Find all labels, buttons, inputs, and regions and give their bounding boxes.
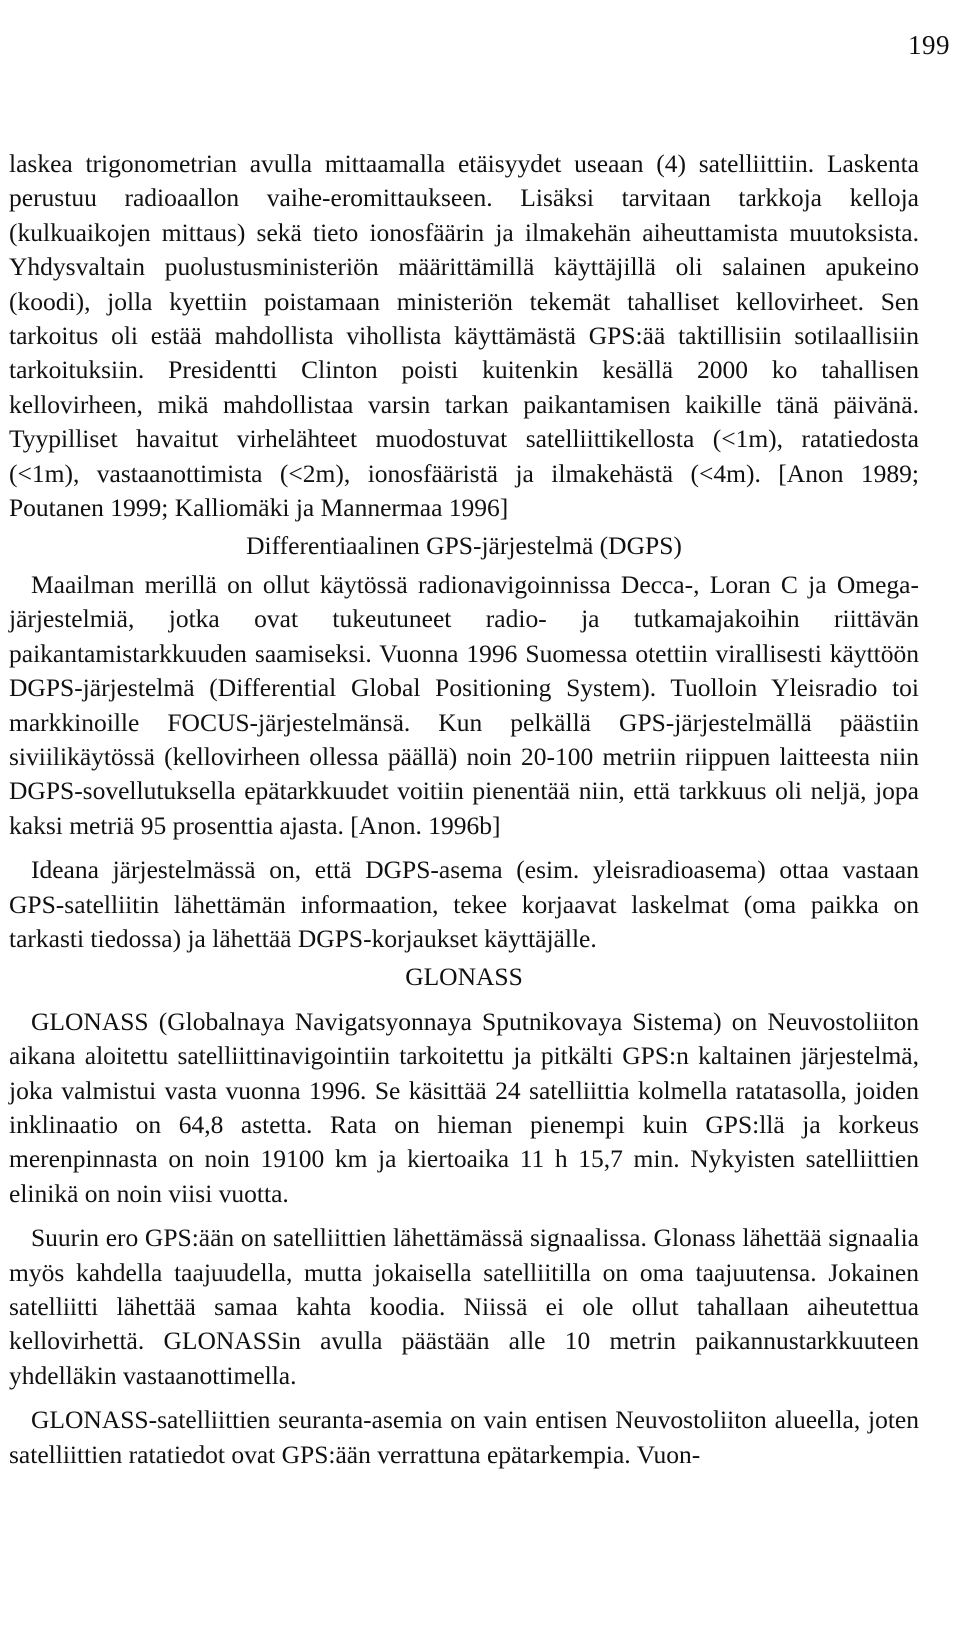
paragraph-glonass-intro: GLONASS (Globalnaya Navigatsyonnaya Sputnikovaya Sistema) on Neuvostoliiton aikana aloitettu satelliittinavigointiin tarkoitettu ja pitkälti GPS:n kaltainen järjestelmä, joka valmistui vasta vuonna 1996. Se käsittää 24 satelliittia kolmella ratatasolla, joiden inklinaatio on 64,8 astetta. Rata on hieman pienempi kuin GPS:llä ja korkeus merenpinnasta on noin 19100 km ja kiertoaika 11 h 15,7 min. Nykyisten satelliittien elinikä on noin viisi vuotta.	[9, 1006, 919, 1208]
page-body	[9, 147, 919, 1472]
paragraph-glonass-stations: GLONASS-satelliittien seuranta-asemia on vain entisen Neuvostoliiton alueella, joten satelliittien ratatiedot ovat GPS:ään verrattuna epätarkempia. Vuon-	[9, 1405, 919, 1469]
paragraph-dgps-intro: Maailman merillä on ollut käytössä radionavigoinnissa Decca-, Loran C ja Omega-järjestelmiä, jotka ovat tukeutuneet radio- ja tutkamajakoihin riittävän paikantamistarkkuuden saamiseksi. Vuonna 1996 Suomessa otettiin virallisesti käyttöön DGPS-järjestelmä (Differential Global Positioning System). Tuolloin Yleisradio toi markkinoille FOCUS-järjestelmänsä. Kun pelkällä GPS-järjestelmällä päästiin siviilikäytössä (kellovirheen ollessa päällä) noin 20-100 metriin riippuen laitteesta niin DGPS-sovellutuksella epätarkkuudet voitiin pienentää niin, että tarkkuus oli neljä, jopa kaksi metriä 95 prosenttia ajasta. [Anon. 1996b]	[9, 569, 919, 840]
page-number: 199	[908, 30, 950, 60]
heading-glonass: GLONASS	[405, 962, 523, 992]
paragraph-glonass-signal: Suurin ero GPS:ään on satelliittien lähettämässä signaalissa. Glonass lähettää signaalia myös kahdella taajuudella, mutta jokaisella satelliitilla on oma taajuutensa. Jokainen satelliitti lähettää samaa kahta koodia. Niissä ei ole ollut tahallaan aiheutettua kellovirhettä. GLONASSin avulla päästään alle 10 metrin paikannustarkkuuteen yhdelläkin vastaanottimella.	[9, 1223, 919, 1390]
paragraph-gps-accuracy: laskea trigonometrian avulla mittaamalla etäisyydet useaan (4) satelliittiin. Laskenta perustuu radioaallon vaihe-eromittaukseen. Lisäksi tarvitaan tarkkoja kelloja (kulkuaikojen mittaus) sekä tieto ionosfäärin ja ilmakehän aiheuttamista muutoksista. Yhdysvaltain puolustusministeriön määrittämillä käyttäjillä oli salainen apukeino (koodi), jolla kyettiin poistamaan ministeriön tekemät tahalliset kellovirheet. Sen tarkoitus oli estää mahdollista vihollista käyttämästä GPS:ää taktillisiin sotilaallisiin tarkoituksiin. Presidentti Clinton poisti kuitenkin kesällä 2000 ko tahallisen kellovirheen, mikä mahdollistaa varsin tarkan paikantamisen kaikille tänä päivänä. Tyypilliset havaitut virhelähteet muodostuvat satelliittikellosta (<1m), ratatiedosta (<1m), vastaanottimista (<2m), ionosfääristä ja ilmakehästä (<4m). [Anon 1989; Poutanen 1999; Kalliomäki ja Mannermaa 1996]	[9, 149, 919, 523]
heading-dgps: Differentiaalinen GPS-järjestelmä (DGPS)	[246, 531, 682, 561]
paragraph-dgps-idea: Ideana järjestelmässä on, että DGPS-asema (esim. yleisradioasema) ottaa vastaan GPS-satelliitin lähettämän informaation, tekee korjaavat laskelmat (oma paikka on tarkasti tiedossa) ja lähettää DGPS-korjaukset käyttäjälle.	[9, 855, 919, 953]
